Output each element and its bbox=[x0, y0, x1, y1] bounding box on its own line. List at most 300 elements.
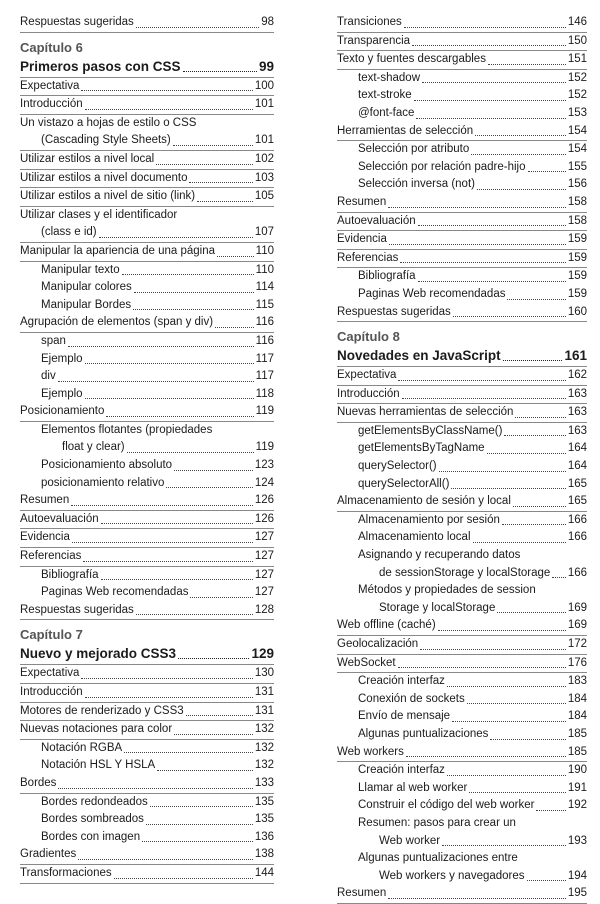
leader-dots bbox=[402, 398, 566, 399]
leader-dots bbox=[127, 452, 254, 453]
chapter-title-entry[interactable] bbox=[20, 644, 274, 665]
entry-title: Nuevas notaciones para color bbox=[20, 723, 173, 736]
entry-title: Métodos y propiedades de session bbox=[358, 584, 536, 597]
toc-entry-transformaciones[interactable] bbox=[20, 865, 274, 884]
leader-dots bbox=[473, 542, 566, 543]
toc-entry-bordes[interactable] bbox=[20, 775, 274, 794]
page-number: 159 bbox=[567, 287, 587, 300]
toc-entry-envio-de-mensaje[interactable] bbox=[337, 708, 587, 726]
entry-title: posicionamiento relativo bbox=[41, 476, 165, 489]
entry-title: Un vistazo a hojas de estilo o CSS bbox=[20, 116, 197, 129]
page-number: 183 bbox=[567, 675, 587, 688]
page-number: 176 bbox=[567, 656, 587, 669]
entry-title: Motores de renderizado y CSS3 bbox=[20, 704, 184, 717]
entry-title: Transiciones bbox=[337, 16, 402, 28]
leader-dots bbox=[475, 135, 566, 136]
page-number: 124 bbox=[254, 476, 274, 489]
toc-entry-introduccion[interactable] bbox=[20, 684, 274, 703]
page-number: 192 bbox=[567, 799, 587, 812]
toc-entry-creacion-interfaz[interactable] bbox=[337, 762, 587, 780]
page-number: 107 bbox=[254, 226, 274, 239]
entry-title: Nuevas herramientas de selección bbox=[337, 406, 514, 419]
leader-dots bbox=[504, 435, 565, 436]
leader-dots bbox=[513, 506, 566, 507]
toc-entry-text-shadow[interactable] bbox=[337, 70, 587, 88]
entry-title-continued: de sessionStorage y localStorage bbox=[379, 566, 551, 579]
entry-title: Geolocalización bbox=[337, 638, 419, 650]
entry-title: Paginas Web recomendadas bbox=[41, 586, 189, 599]
toc-entry-gradientes[interactable] bbox=[20, 846, 274, 865]
toc-entry-posicionamiento-relativo[interactable] bbox=[20, 475, 274, 493]
entry-title: Almacenamiento por sesión bbox=[358, 513, 500, 526]
page-number: 156 bbox=[567, 178, 587, 191]
toc-entry-llamar-al-web-worker[interactable] bbox=[337, 780, 587, 798]
leader-dots bbox=[58, 381, 254, 382]
page-number: 116 bbox=[255, 334, 274, 347]
toc-right-column bbox=[337, 14, 587, 904]
page-number: 184 bbox=[567, 710, 587, 723]
leader-dots bbox=[400, 262, 565, 263]
toc-entry-font-face[interactable] bbox=[337, 105, 587, 123]
toc-entry-metodos-y-propiedades-de-sessi[interactable] bbox=[337, 582, 587, 600]
page-number: 184 bbox=[567, 692, 587, 705]
page-number: 119 bbox=[255, 441, 274, 454]
entry-title: Bordes sombreados bbox=[41, 813, 144, 826]
page-number: 150 bbox=[567, 34, 587, 47]
leader-dots bbox=[490, 739, 565, 740]
entry-title-continued: (Cascading Style Sheets) bbox=[41, 134, 171, 147]
entry-title: Ejemplo bbox=[41, 387, 83, 400]
page-number: 127 bbox=[254, 586, 274, 599]
entry-title: text-shadow bbox=[358, 71, 421, 84]
leader-dots bbox=[422, 82, 566, 83]
toc-entry-construir-el-codigo-del-web-wo[interactable] bbox=[337, 797, 587, 815]
entry-title: Posicionamiento absoluto bbox=[41, 459, 173, 472]
page-number: 98 bbox=[261, 16, 274, 28]
page-number: 166 bbox=[567, 566, 587, 579]
page-number: 169 bbox=[567, 601, 587, 614]
toc-entry-geolocalizacion[interactable] bbox=[337, 636, 587, 655]
leader-dots bbox=[166, 487, 252, 488]
entry-title: Asignando y recuperando datos bbox=[358, 549, 521, 562]
leader-dots bbox=[85, 363, 254, 364]
page-number: 190 bbox=[567, 764, 587, 777]
entry-title: Utilizar estilos a nivel local bbox=[20, 152, 155, 165]
toc-entry-introduccion[interactable] bbox=[20, 96, 274, 115]
page-number: 163 bbox=[567, 387, 587, 400]
toc-entry-resumen-pasos-para-crear-un[interactable] bbox=[337, 815, 587, 833]
page-number: 164 bbox=[567, 460, 587, 473]
toc-entry-referencias[interactable] bbox=[20, 548, 274, 567]
page-number: 146 bbox=[567, 16, 587, 28]
entry-title: querySelectorAll() bbox=[358, 477, 450, 490]
entry-title: Respuestas sugeridas bbox=[20, 603, 134, 616]
page-number: 110 bbox=[255, 244, 274, 257]
toc-entry-almacenamiento-por-sesion[interactable] bbox=[337, 512, 587, 530]
toc-entry-span[interactable] bbox=[20, 333, 274, 351]
entry-title: text-stroke bbox=[358, 89, 412, 102]
entry-title: Gradientes bbox=[20, 848, 77, 861]
toc-entry-ejemplo[interactable] bbox=[20, 386, 274, 404]
entry-title: Llamar al web worker bbox=[358, 781, 468, 794]
toc-entry-agrupacion-de-elementos-span-y[interactable] bbox=[20, 314, 274, 333]
entry-title: Utilizar clases y el identificador bbox=[20, 208, 178, 221]
entry-title: Notación HSL Y HSLA bbox=[41, 759, 156, 772]
entry-title: Utilizar estilos a nivel documento bbox=[20, 171, 188, 184]
entry-title: Utilizar estilos a nivel de sitio (link) bbox=[20, 190, 196, 203]
toc-entry-creacion-interfaz[interactable] bbox=[337, 673, 587, 691]
toc-entry-utilizar-clases-y-el-identific[interactable] bbox=[20, 207, 274, 225]
page-number: 117 bbox=[255, 370, 274, 383]
toc-entry-bordes-redondeados[interactable] bbox=[20, 794, 274, 812]
page-number: 162 bbox=[567, 369, 587, 382]
toc-entry-expectativa[interactable] bbox=[20, 665, 274, 684]
page-number: 101 bbox=[254, 134, 274, 147]
leader-dots bbox=[439, 471, 566, 472]
toc-entry-almacenamiento-de-sesion-y-loc[interactable] bbox=[337, 493, 587, 512]
page-number: 103 bbox=[254, 171, 274, 184]
entry-title: getElementsByClassName() bbox=[358, 424, 503, 437]
entry-title: Envío de mensaje bbox=[358, 710, 451, 723]
page-number: 136 bbox=[254, 830, 274, 843]
toc-entry-evidencia[interactable] bbox=[20, 529, 274, 548]
toc-entry-nuevas-herramientas-de-selecci[interactable] bbox=[337, 404, 587, 423]
leader-dots bbox=[412, 45, 566, 46]
toc-entry-texto-y-fuentes-descargables[interactable] bbox=[337, 51, 587, 70]
entry-title: Bordes redondeados bbox=[41, 795, 148, 808]
toc-entry-bibliografia[interactable] bbox=[20, 567, 274, 585]
leader-dots bbox=[85, 109, 253, 110]
entry-continuation-line bbox=[20, 132, 274, 151]
leader-dots bbox=[174, 470, 253, 471]
entry-title: Selección inversa (not) bbox=[358, 178, 475, 191]
toc-entry-transiciones[interactable] bbox=[337, 14, 587, 33]
toc-entry-resumen[interactable] bbox=[337, 194, 587, 213]
toc-entry-getelementsbytagname[interactable] bbox=[337, 440, 587, 458]
toc-entry-div[interactable] bbox=[20, 368, 274, 386]
toc-entry-un-vistazo-a-hojas-de-estilo-o[interactable] bbox=[20, 115, 274, 133]
leader-dots bbox=[418, 225, 566, 226]
leader-dots bbox=[398, 380, 565, 381]
page-number: 169 bbox=[567, 619, 587, 632]
toc-entry-respuestas-sugeridas[interactable] bbox=[20, 14, 274, 33]
leader-dots bbox=[398, 667, 566, 668]
page-number: 135 bbox=[254, 813, 274, 826]
leader-dots bbox=[477, 189, 566, 190]
entry-title: Evidencia bbox=[20, 531, 70, 544]
entry-title: getElementsByTagName bbox=[358, 442, 485, 455]
toc-entry-manipular-bordes[interactable] bbox=[20, 297, 274, 315]
entry-title-continued: Web worker bbox=[379, 834, 441, 847]
toc-entry-posicionamiento-absoluto[interactable] bbox=[20, 457, 274, 475]
toc-entry-bordes-con-imagen[interactable] bbox=[20, 829, 274, 847]
page-number: 132 bbox=[254, 759, 274, 772]
entry-title: Resumen bbox=[337, 195, 387, 208]
leader-dots bbox=[157, 770, 253, 771]
page-number: 165 bbox=[567, 477, 587, 490]
chapter-title: Novedades en JavaScript bbox=[337, 348, 501, 364]
toc-entry-expectativa[interactable] bbox=[20, 78, 274, 97]
entry-title: Manipular texto bbox=[41, 263, 120, 276]
toc-entry-evidencia[interactable] bbox=[337, 231, 587, 250]
page-number: 195 bbox=[567, 887, 587, 900]
entry-title: Bordes con imagen bbox=[41, 830, 141, 843]
leader-dots bbox=[190, 597, 252, 598]
leader-dots bbox=[502, 524, 566, 525]
leader-dots bbox=[420, 649, 566, 650]
toc-entry-referencias[interactable] bbox=[337, 250, 587, 269]
entry-title: Expectativa bbox=[20, 79, 80, 92]
page-number: 131 bbox=[254, 704, 274, 717]
entry-continuation-line bbox=[337, 600, 587, 618]
page-number: 119 bbox=[255, 405, 274, 418]
leader-dots bbox=[146, 824, 253, 825]
entry-title-continued: (class e id) bbox=[41, 226, 97, 239]
entry-title: Almacenamiento de sesión y local bbox=[337, 495, 511, 508]
leader-dots bbox=[156, 164, 253, 165]
leader-dots bbox=[173, 145, 253, 146]
leader-dots bbox=[68, 346, 254, 347]
page-number: 194 bbox=[567, 869, 587, 882]
page-number: 163 bbox=[567, 406, 587, 419]
chapter-title: Primeros pasos con CSS bbox=[20, 58, 181, 74]
toc-entry-text-stroke[interactable] bbox=[337, 87, 587, 105]
entry-title-continued: Storage y localStorage bbox=[379, 601, 496, 614]
leader-dots bbox=[133, 309, 254, 310]
toc-entry-ejemplo[interactable] bbox=[20, 351, 274, 369]
page-number: 165 bbox=[567, 495, 587, 508]
leader-dots bbox=[467, 703, 566, 704]
leader-dots bbox=[447, 686, 566, 687]
toc-entry-almacenamiento-local[interactable] bbox=[337, 529, 587, 547]
leader-dots bbox=[186, 715, 253, 716]
toc-entry-utilizar-estilos-a-nivel-de-si[interactable] bbox=[20, 188, 274, 207]
entry-title: Web offline (caché) bbox=[337, 619, 436, 632]
toc-entry-bibliografia[interactable] bbox=[337, 268, 587, 286]
toc-entry-paginas-web-recomendadas[interactable] bbox=[337, 286, 587, 304]
leader-dots bbox=[507, 299, 565, 300]
toc-entry-conexion-de-sockets[interactable] bbox=[337, 691, 587, 709]
page-number: 185 bbox=[567, 727, 587, 740]
page-number: 132 bbox=[254, 741, 274, 754]
toc-entry-asignando-y-recuperando-datos[interactable] bbox=[337, 547, 587, 565]
entry-continuation-line bbox=[20, 224, 274, 243]
page-number: 159 bbox=[567, 251, 587, 264]
entry-title: Bibliografía bbox=[41, 568, 99, 581]
entry-title: Introducción bbox=[20, 686, 83, 698]
leader-dots bbox=[78, 859, 253, 860]
toc-entry-utilizar-estilos-a-nivel-local[interactable] bbox=[20, 151, 274, 170]
entry-continuation-line bbox=[337, 565, 587, 583]
toc-entry-algunas-puntualizaciones[interactable] bbox=[337, 726, 587, 744]
toc-entry-queryselectorall[interactable] bbox=[337, 476, 587, 494]
page-number: 161 bbox=[564, 348, 587, 364]
leader-dots bbox=[81, 90, 252, 91]
leader-dots bbox=[72, 542, 253, 543]
toc-entry-posicionamiento[interactable] bbox=[20, 403, 274, 422]
page-number: 191 bbox=[567, 781, 587, 794]
toc-entry-queryselector[interactable] bbox=[337, 458, 587, 476]
entry-title: Construir el código del web worker bbox=[358, 799, 535, 812]
page-number: 123 bbox=[254, 459, 274, 472]
toc-entry-manipular-colores[interactable] bbox=[20, 279, 274, 297]
leader-dots bbox=[189, 182, 252, 183]
toc-entry-utilizar-estilos-a-nivel-docum[interactable] bbox=[20, 170, 274, 189]
page-number: 193 bbox=[567, 834, 587, 847]
page-number: 152 bbox=[567, 71, 587, 84]
page-number: 158 bbox=[567, 214, 587, 227]
page-number: 154 bbox=[567, 143, 587, 156]
toc-entry-resumen[interactable] bbox=[337, 885, 587, 904]
entry-title: Resumen bbox=[20, 494, 70, 507]
chapter-label: Capítulo 7 bbox=[20, 627, 83, 643]
leader-dots bbox=[81, 678, 252, 679]
entry-title: Introducción bbox=[20, 98, 83, 111]
page-number: 132 bbox=[254, 723, 274, 736]
toc-entry-introduccion[interactable] bbox=[337, 386, 587, 405]
leader-dots bbox=[416, 118, 565, 119]
leader-dots bbox=[527, 880, 566, 881]
page-number: 160 bbox=[567, 305, 587, 318]
entry-title: Referencias bbox=[337, 251, 399, 264]
entry-title: Referencias bbox=[20, 550, 82, 563]
toc-entry-expectativa[interactable] bbox=[337, 367, 587, 386]
entry-title: Resumen bbox=[337, 887, 387, 900]
entry-title: Selección por relación padre-hijo bbox=[358, 160, 526, 173]
page-number: 115 bbox=[255, 298, 274, 311]
entry-title: Manipular Bordes bbox=[41, 298, 132, 311]
leader-dots bbox=[528, 171, 566, 172]
entry-title: Agrupación de elementos (span y div) bbox=[20, 316, 214, 329]
entry-title: Web workers bbox=[337, 745, 404, 758]
leader-dots bbox=[388, 898, 566, 899]
toc-entry-web-workers[interactable] bbox=[337, 744, 587, 763]
toc-entry-seleccion-por-relacion-padre-h[interactable] bbox=[337, 159, 587, 177]
leader-dots bbox=[124, 752, 253, 753]
leader-dots bbox=[536, 810, 565, 811]
entry-title: Transformaciones bbox=[20, 866, 112, 879]
leader-dots bbox=[487, 453, 566, 454]
toc-entry-respuestas-sugeridas[interactable] bbox=[20, 602, 274, 621]
leader-dots bbox=[447, 775, 566, 776]
chapter-title-entry[interactable] bbox=[337, 346, 587, 367]
toc-entry-seleccion-por-atributo[interactable] bbox=[337, 141, 587, 159]
leader-dots bbox=[469, 792, 566, 793]
entry-title: Selección por atributo bbox=[358, 143, 470, 156]
leader-dots bbox=[404, 27, 566, 28]
page-number: 116 bbox=[255, 316, 274, 329]
leader-dots bbox=[101, 523, 253, 524]
entry-title: Conexión de sockets bbox=[358, 692, 465, 705]
page-number: 105 bbox=[254, 190, 274, 203]
entry-title: @font-face bbox=[358, 106, 415, 119]
leader-dots bbox=[183, 71, 257, 72]
leader-dots bbox=[471, 154, 566, 155]
leader-dots bbox=[497, 612, 565, 613]
entry-title: Bibliografía bbox=[358, 270, 416, 283]
page-number: 151 bbox=[567, 53, 587, 66]
leader-dots bbox=[414, 100, 566, 101]
toc-entry-notacion-rgba[interactable] bbox=[20, 740, 274, 758]
chapter-title: Nuevo y mejorado CSS3 bbox=[20, 646, 177, 662]
entry-title: Elementos flotantes (propiedades bbox=[41, 423, 213, 436]
page-number: 127 bbox=[254, 531, 274, 544]
leader-dots bbox=[442, 845, 566, 846]
leader-dots bbox=[406, 756, 566, 757]
page-number: 164 bbox=[567, 442, 587, 455]
toc-entry-respuestas-sugeridas[interactable] bbox=[337, 304, 587, 323]
leader-dots bbox=[552, 577, 565, 578]
leader-dots bbox=[122, 274, 254, 275]
toc-entry-transparencia[interactable] bbox=[337, 33, 587, 52]
entry-title: querySelector() bbox=[358, 460, 437, 473]
entry-title: Algunas puntualizaciones bbox=[358, 727, 489, 740]
toc-entry-herramientas-de-seleccion[interactable] bbox=[337, 123, 587, 142]
chapter-label: Capítulo 6 bbox=[20, 39, 83, 55]
page-number: 118 bbox=[255, 387, 274, 400]
leader-dots bbox=[134, 292, 254, 293]
entry-title: Transparencia bbox=[337, 34, 411, 47]
toc-entry-autoevaluacion[interactable] bbox=[20, 511, 274, 530]
leader-dots bbox=[150, 806, 253, 807]
toc-entry-seleccion-inversa-not[interactable] bbox=[337, 176, 587, 194]
entry-title: Paginas Web recomendadas bbox=[358, 287, 506, 300]
toc-entry-motores-de-renderizado-y-css3[interactable] bbox=[20, 703, 274, 722]
page-number: 153 bbox=[567, 106, 587, 119]
entry-title: Evidencia bbox=[337, 233, 387, 246]
entry-title: Respuestas sugeridas bbox=[20, 16, 134, 28]
entry-title: Texto y fuentes descargables bbox=[337, 53, 486, 66]
entry-title: Expectativa bbox=[337, 369, 397, 382]
page-number: 126 bbox=[254, 494, 274, 507]
toc-entry-web-offline-cache[interactable] bbox=[337, 617, 587, 636]
page-number: 102 bbox=[254, 152, 274, 165]
leader-dots bbox=[389, 244, 566, 245]
toc-entry-manipular-texto[interactable] bbox=[20, 262, 274, 280]
leader-dots bbox=[452, 721, 566, 722]
leader-dots bbox=[71, 505, 253, 506]
leader-dots bbox=[197, 201, 253, 202]
leader-dots bbox=[217, 256, 254, 257]
leader-dots bbox=[215, 327, 254, 328]
entry-title: Expectativa bbox=[20, 667, 80, 680]
toc-entry-nuevas-notaciones-para-color[interactable] bbox=[20, 721, 274, 740]
toc-entry-manipular-la-apariencia-de-una[interactable] bbox=[20, 243, 274, 262]
toc-entry-paginas-web-recomendadas[interactable] bbox=[20, 584, 274, 602]
leader-dots bbox=[142, 841, 253, 842]
entry-continuation-line bbox=[20, 439, 274, 457]
toc-entry-algunas-puntualizaciones-entre[interactable] bbox=[337, 850, 587, 868]
page-number: 129 bbox=[251, 646, 274, 662]
toc-entry-getelementsbyclassname[interactable] bbox=[337, 423, 587, 441]
page-number: 158 bbox=[567, 195, 587, 208]
toc-entry-autoevaluacion[interactable] bbox=[337, 213, 587, 232]
leader-dots bbox=[488, 64, 566, 65]
toc-entry-notacion-hsl-y-hsla[interactable] bbox=[20, 757, 274, 775]
page-number: 166 bbox=[567, 513, 587, 526]
entry-title: Posicionamiento bbox=[20, 405, 105, 418]
toc-entry-bordes-sombreados[interactable] bbox=[20, 811, 274, 829]
leader-dots bbox=[451, 488, 565, 489]
entry-title: Notación RGBA bbox=[41, 741, 123, 754]
chapter-title-entry[interactable] bbox=[20, 57, 274, 78]
page-number: 163 bbox=[567, 424, 587, 437]
leader-dots bbox=[85, 697, 253, 698]
toc-entry-elementos-flotantes-propiedade[interactable] bbox=[20, 422, 274, 440]
leader-dots bbox=[101, 579, 253, 580]
toc-entry-websocket[interactable] bbox=[337, 655, 587, 674]
toc-entry-resumen[interactable] bbox=[20, 492, 274, 511]
